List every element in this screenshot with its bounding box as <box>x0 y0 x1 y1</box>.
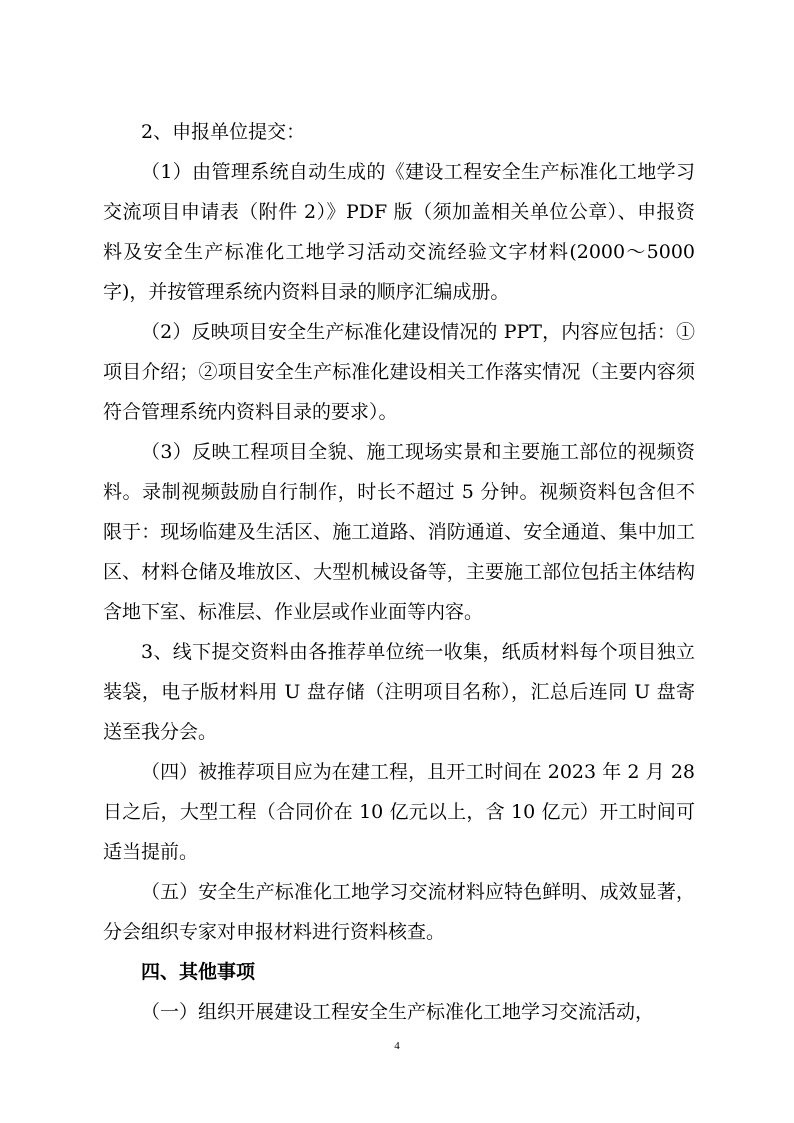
paragraph-other-matters-1: （一）组织开展建设工程安全生产标准化工地学习交流活动， <box>141 1001 655 1023</box>
section-heading: 四、其他事项 <box>141 961 256 983</box>
paragraph-section-five: （五）安全生产标准化工地学习交流材料应特色鲜明、成效显著，分会组织专家对申报材料进行资料核查。 <box>103 881 695 943</box>
paragraph-section-four: （四）被推荐项目应为在建工程，且开工时间在 2023 年 2 月 28 日之后，大型工程（合同价在 10 亿元以上，含 10 亿元）开工时间可适当提前。 <box>103 761 695 863</box>
paragraph-item-3: （3）反映工程项目全貌、施工现场实景和主要施工部位的视频资料。录制视频鼓励自行制作，时长不超过 5 分钟。视频资料包含但不限于：现场临建及生活区、施工道路、消防通道、安全通道、集中加工区、材料仓储及堆放区、大型机械设备等，主要施工部位包括主体结构含地下室、标准层、作业层或作业面等内容。 <box>103 441 695 623</box>
paragraph-submission-heading: 2、申报单位提交： <box>141 121 306 143</box>
page-number: 4 <box>394 1040 400 1052</box>
body-text <box>103 112 695 1032</box>
paragraph-item-1: （1）由管理系统自动生成的《建设工程安全生产标准化工地学习交流项目申请表（附件 2）》PDF 版（须加盖相关单位公章）、申报资料及安全生产标准化工地学习活动交流经验文字材料(2000～5000字)，并按管理系统内资料目录的顺序汇编成册。 <box>103 161 695 303</box>
paragraph-offline-submission: 3、线下提交资料由各推荐单位统一收集，纸质材料每个项目独立装袋，电子版材料用 U 盘存储（注明项目名称），汇总后连同 U 盘寄送至我分会。 <box>103 641 695 743</box>
paragraph-item-2: （2）反映项目安全生产标准化建设情况的 PPT，内容应包括：①项目介绍；②项目安全生产标准化建设相关工作落实情况（主要内容须符合管理系统内资料目录的要求）。 <box>103 321 695 423</box>
